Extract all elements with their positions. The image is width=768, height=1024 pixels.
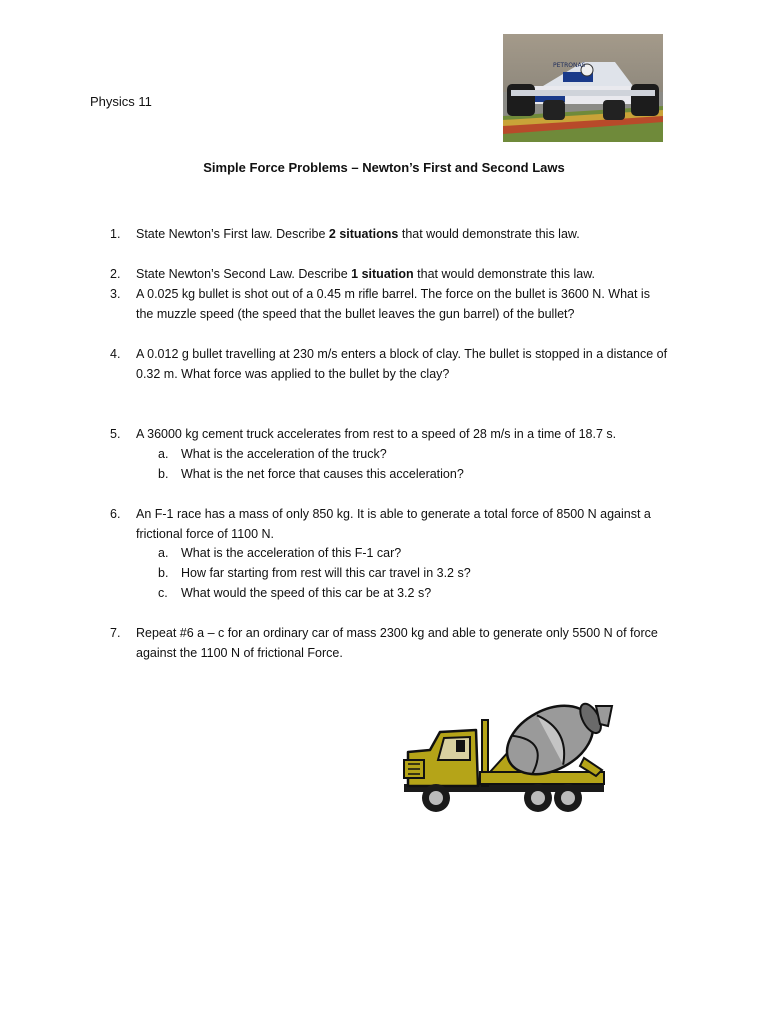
question-number: 3. <box>110 287 121 301</box>
question-6: 6. An F-1 race has a mass of only 850 kg. It is able to generate a total force of 8500 N against a frictional force of 1100 N. <box>110 504 690 544</box>
question-7: 7. Repeat #6 a – c for an ordinary car of mass 2300 kg and able to generate only 5500 N of force against the 1100 N of frictional Force. <box>110 623 690 663</box>
question-1: 1. State Newton’s First law. Describe 2 situations that would demonstrate this law. <box>110 224 690 244</box>
question-6a: a. What is the acceleration of this F-1 car? <box>158 546 402 560</box>
f1-car-photo-icon <box>503 34 663 142</box>
cement-mixer-truck-icon <box>400 690 622 822</box>
question-4: 4. A 0.012 g bullet travelling at 230 m/s enters a block of clay. The bullet is stopped in a distance of 0.32 m. What force was applied to the bullet by the clay? <box>110 344 690 384</box>
question-3: 3. A 0.025 kg bullet is shot out of a 0.45 m rifle barrel. The force on the bullet is 3600 N. What is the muzzle speed (the speed that the bullet leaves the gun barrel) of the bullet? <box>110 284 690 324</box>
page-title: Simple Force Problems – Newton’s First and Second Laws <box>203 160 565 175</box>
course-name: Physics 11 <box>90 94 152 109</box>
question-6c: c. What would the speed of this car be at 3.2 s? <box>158 586 432 600</box>
question-5b: b. What is the net force that causes this acceleration? <box>158 467 464 481</box>
question-number: 6. <box>110 507 121 521</box>
question-number: 5. <box>110 427 121 441</box>
question-number: 7. <box>110 626 121 640</box>
question-5: 5. A 36000 kg cement truck accelerates from rest to a speed of 28 m/s in a time of 18.7 s. <box>110 424 690 444</box>
question-number: 1. <box>110 227 121 241</box>
question-number: 2. <box>110 267 121 281</box>
question-6b: b. How far starting from rest will this car travel in 3.2 s? <box>158 566 471 580</box>
question-2: 2. State Newton’s Second Law. Describe 1 situation that would demonstrate this law. <box>110 264 690 284</box>
car-logo-text: PETRONAS <box>553 62 586 69</box>
question-number: 4. <box>110 347 121 361</box>
question-5a: a. What is the acceleration of the truck? <box>158 447 387 461</box>
